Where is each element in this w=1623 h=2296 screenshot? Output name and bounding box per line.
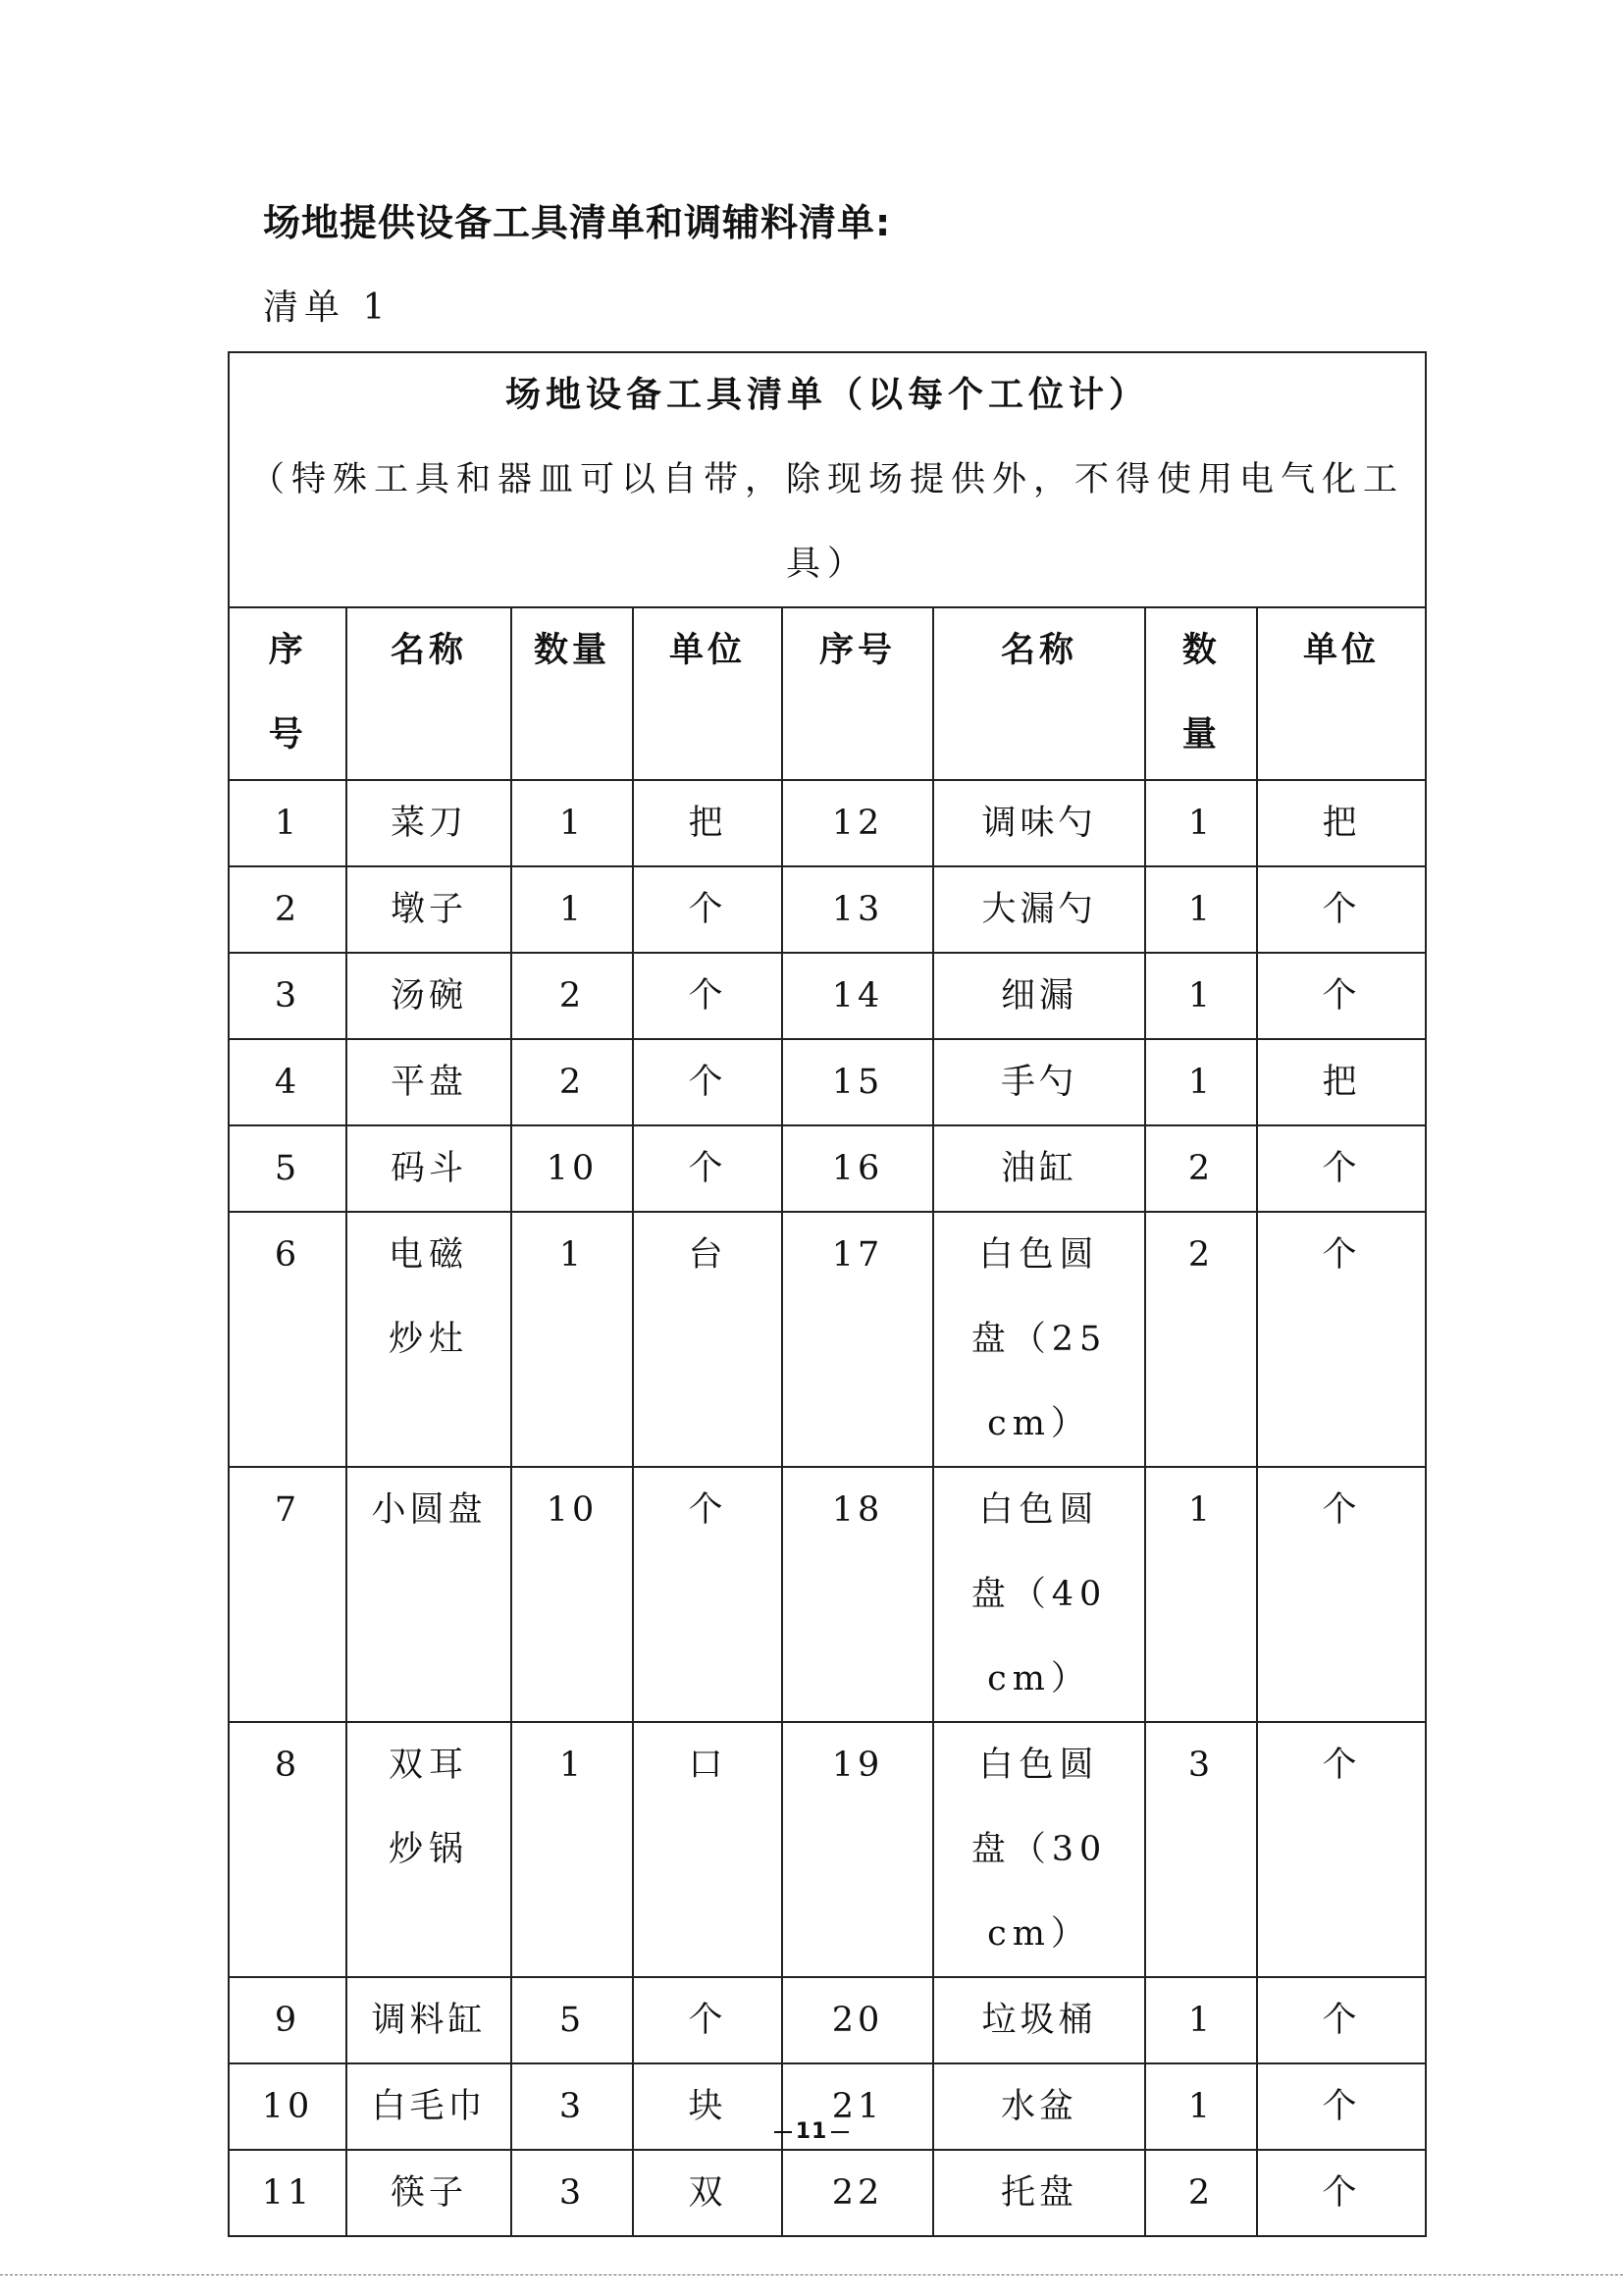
header-name-1: 名称: [346, 607, 511, 780]
cell-unit-1: 个: [633, 1039, 782, 1125]
cell-unit-2: 把: [1257, 1039, 1426, 1125]
cell-name-2: 垃圾桶: [933, 1977, 1145, 2063]
cell-unit-1: 双: [633, 2150, 782, 2236]
cell-name-1: 平盘: [346, 1039, 511, 1125]
cell-seq-2: 12: [782, 780, 933, 866]
cell-seq-2: 20: [782, 1977, 933, 2063]
cell-unit-1: 个: [633, 1977, 782, 2063]
cell-unit-2: 个: [1257, 1212, 1426, 1467]
cell-name-2: 大漏勺: [933, 866, 1145, 953]
cell-qty-2: 1: [1145, 1039, 1257, 1125]
header-seq-1: 序号: [229, 607, 346, 780]
cell-name-1: 调料缸: [346, 1977, 511, 2063]
cell-seq-1: 10: [229, 2063, 346, 2150]
cell-qty-2: 2: [1145, 1125, 1257, 1212]
cell-seq-2: 14: [782, 953, 933, 1039]
cell-name-2: 白色圆盘（40cm）: [933, 1467, 1145, 1722]
cell-unit-1: 块: [633, 2063, 782, 2150]
cell-qty-1: 3: [511, 2150, 633, 2236]
table-title-cell: [229, 352, 1426, 607]
list-label: 清单 1: [263, 287, 392, 328]
cell-unit-2: 个: [1257, 2150, 1426, 2236]
cell-unit-2: 个: [1257, 1977, 1426, 2063]
cell-qty-1: 2: [511, 953, 633, 1039]
table-row: [229, 866, 1426, 953]
cell-name-2: 细漏: [933, 953, 1145, 1039]
cell-seq-1: 1: [229, 780, 346, 866]
cell-unit-1: 个: [633, 1125, 782, 1212]
cell-seq-2: 17: [782, 1212, 933, 1467]
cell-name-2: 调味勺: [933, 780, 1145, 866]
cell-unit-1: 把: [633, 780, 782, 866]
cell-unit-2: 个: [1257, 953, 1426, 1039]
cell-qty-2: 1: [1145, 2063, 1257, 2150]
cell-qty-1: 2: [511, 1039, 633, 1125]
table-row: [229, 1977, 1426, 2063]
header-name-2: 名称: [933, 607, 1145, 780]
cell-name-2: 油缸: [933, 1125, 1145, 1212]
table-header-row: [229, 607, 1426, 780]
cell-unit-2: 个: [1257, 1467, 1426, 1722]
cell-qty-1: 1: [511, 780, 633, 866]
cell-unit-1: 个: [633, 1467, 782, 1722]
header-qty-1: 数量: [511, 607, 633, 780]
table-row: [229, 1212, 1426, 1467]
cell-qty-2: 1: [1145, 1977, 1257, 2063]
cell-qty-2: 1: [1145, 953, 1257, 1039]
cell-seq-1: 6: [229, 1212, 346, 1467]
cell-unit-2: 个: [1257, 1722, 1426, 1977]
cell-qty-1: 10: [511, 1467, 633, 1722]
cell-name-2: 水盆: [933, 2063, 1145, 2150]
cell-seq-1: 9: [229, 1977, 346, 2063]
cell-seq-2: 13: [782, 866, 933, 953]
cell-name-2: 白色圆盘（25cm）: [933, 1212, 1145, 1467]
table-title: 场地设备工具清单（以每个工位计）: [505, 375, 1150, 415]
cell-name-1: 墩子: [346, 866, 511, 953]
cell-name-2: 托盘: [933, 2150, 1145, 2236]
cell-seq-2: 16: [782, 1125, 933, 1212]
cell-qty-1: 1: [511, 1722, 633, 1977]
cell-name-1: 筷子: [346, 2150, 511, 2236]
table-row: [229, 1467, 1426, 1722]
header-seq-2: 序号: [782, 607, 933, 780]
page-bottom-rule: [0, 2274, 1623, 2275]
cell-name-1: 小圆盘: [346, 1467, 511, 1722]
cell-seq-1: 2: [229, 866, 346, 953]
cell-seq-1: 8: [229, 1722, 346, 1977]
table-row: [229, 1722, 1426, 1977]
cell-unit-1: 口: [633, 1722, 782, 1977]
cell-name-1: 码斗: [346, 1125, 511, 1212]
cell-unit-2: 个: [1257, 866, 1426, 953]
cell-qty-1: 1: [511, 866, 633, 953]
cell-qty-1: 3: [511, 2063, 633, 2150]
cell-name-2: 手勺: [933, 1039, 1145, 1125]
cell-seq-2: 21: [782, 2063, 933, 2150]
cell-seq-1: 3: [229, 953, 346, 1039]
cell-qty-2: 3: [1145, 1722, 1257, 1977]
table-row: [229, 2150, 1426, 2236]
equipment-table: [228, 351, 1427, 2237]
cell-qty-2: 1: [1145, 866, 1257, 953]
header-unit-2: 单位: [1257, 607, 1426, 780]
cell-unit-2: 把: [1257, 780, 1426, 866]
table-row: [229, 1125, 1426, 1212]
cell-name-1: 电磁炒灶: [346, 1212, 511, 1467]
cell-qty-2: 1: [1145, 1467, 1257, 1722]
table-row: [229, 1039, 1426, 1125]
cell-seq-2: 22: [782, 2150, 933, 2236]
cell-seq-1: 11: [229, 2150, 346, 2236]
cell-name-2: 白色圆盘（30cm）: [933, 1722, 1145, 1977]
cell-seq-2: 19: [782, 1722, 933, 1977]
page-heading: 场地提供设备工具清单和调辅料清单:: [263, 201, 892, 244]
cell-qty-1: 10: [511, 1125, 633, 1212]
cell-name-1: 汤碗: [346, 953, 511, 1039]
cell-unit-1: 个: [633, 866, 782, 953]
cell-name-1: 双耳炒锅: [346, 1722, 511, 1977]
cell-unit-1: 个: [633, 953, 782, 1039]
table-note: （特殊工具和器皿可以自带，除现场提供外，不得使用电气化工具）: [250, 460, 1405, 584]
cell-qty-1: 1: [511, 1212, 633, 1467]
cell-qty-1: 5: [511, 1977, 633, 2063]
cell-unit-2: 个: [1257, 2063, 1426, 2150]
cell-name-1: 白毛巾: [346, 2063, 511, 2150]
cell-seq-1: 4: [229, 1039, 346, 1125]
cell-qty-2: 2: [1145, 2150, 1257, 2236]
header-unit-1: 单位: [633, 607, 782, 780]
table-row: [229, 953, 1426, 1039]
cell-seq-2: 15: [782, 1039, 933, 1125]
table-row: [229, 780, 1426, 866]
cell-unit-1: 台: [633, 1212, 782, 1467]
cell-qty-2: 2: [1145, 1212, 1257, 1467]
header-qty-2: 数量: [1145, 607, 1257, 780]
cell-qty-2: 1: [1145, 780, 1257, 866]
cell-seq-1: 5: [229, 1125, 346, 1212]
cell-seq-2: 18: [782, 1467, 933, 1722]
page-number: 11: [0, 2119, 1623, 2144]
cell-name-1: 菜刀: [346, 780, 511, 866]
cell-unit-2: 个: [1257, 1125, 1426, 1212]
cell-seq-1: 7: [229, 1467, 346, 1722]
